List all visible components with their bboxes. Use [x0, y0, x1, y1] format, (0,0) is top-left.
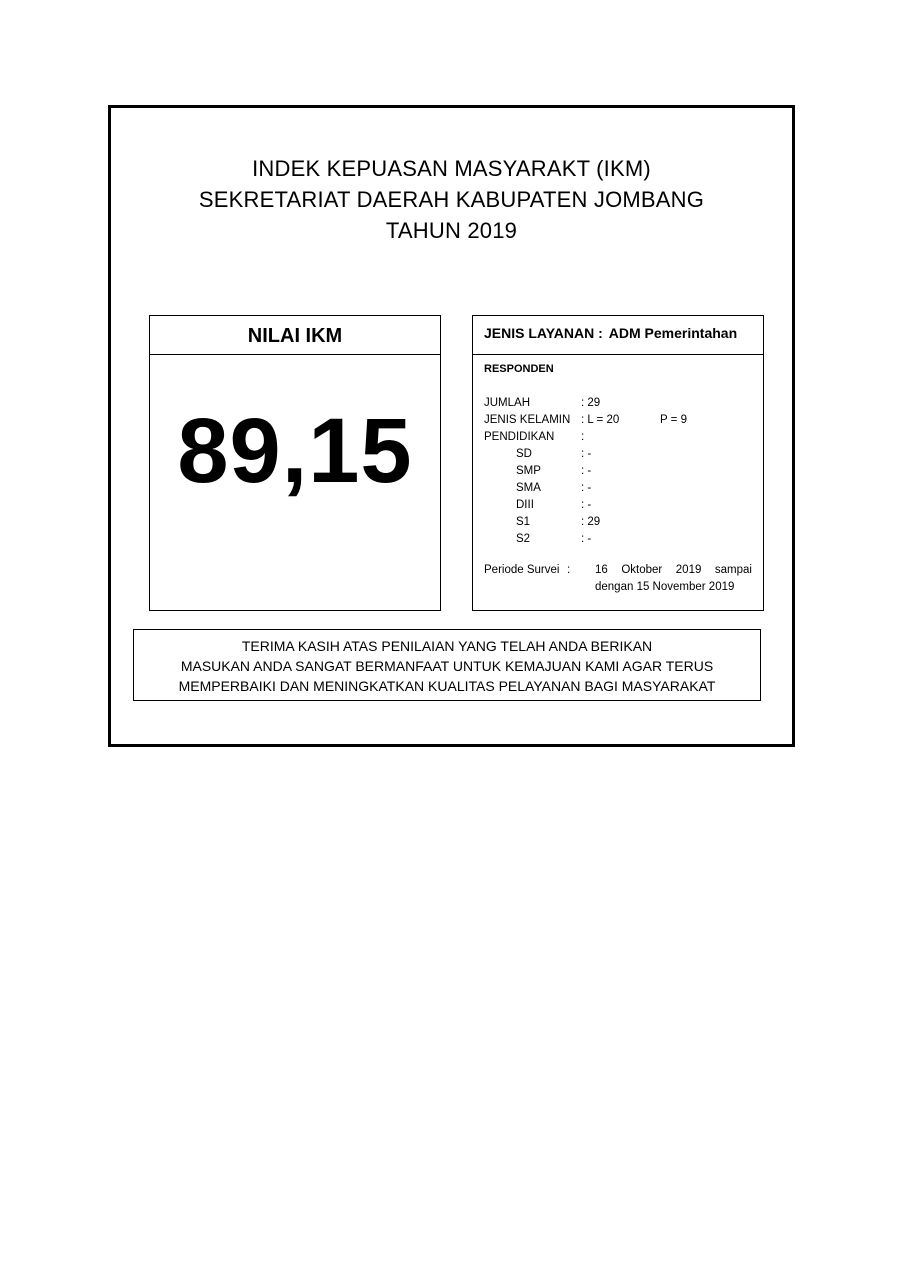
pendidikan-count: : -: [581, 533, 592, 545]
pendidikan-level: SMP: [516, 465, 541, 477]
responden-info-box: [472, 315, 764, 611]
nilai-ikm-heading: NILAI IKM: [150, 316, 440, 355]
jenis-kelamin-l-value: : L = 20: [581, 414, 620, 426]
title-line-1: INDEK KEPUASAN MASYARAKT (IKM): [252, 156, 651, 181]
responden-heading: RESPONDEN: [484, 363, 554, 375]
thanks-line-2: MASUKAN ANDA SANGAT BERMANFAAT UNTUK KEMAJUAN KAMI AGAR TERUS: [180, 658, 714, 674]
jumlah-value: : 29: [581, 397, 601, 409]
jenis-layanan-heading: [473, 316, 763, 355]
pendidikan-count: : -: [581, 448, 592, 460]
pendidikan-level: SMA: [516, 482, 541, 494]
title-line-2: SEKRETARIAT DAERAH KABUPATEN JOMBANG: [198, 187, 705, 212]
pendidikan-count: : -: [581, 482, 592, 494]
periode-survei-value-line-1: 16 Oktober 2019 sampai: [595, 564, 752, 576]
thanks-line-3: MEMPERBAIKI DAN MENINGKATKAN KUALITAS PELAYANAN BAGI MASYARAKAT: [178, 678, 716, 694]
pendidikan-level: DIII: [516, 499, 534, 511]
pendidikan-level: S1: [516, 516, 531, 528]
nilai-ikm-box: [149, 315, 441, 611]
ikm-poster-frame: [108, 105, 795, 747]
periode-survei-label: Periode Survei: [484, 564, 560, 576]
periode-survei-colon: :: [567, 564, 571, 576]
thank-you-message: [133, 629, 761, 701]
jenis-layanan-label: JENIS LAYANAN :: [484, 325, 603, 341]
pendidikan-count: : 29: [581, 516, 601, 528]
pendidikan-label: PENDIDIKAN: [484, 431, 555, 443]
poster-title: [111, 153, 792, 246]
jumlah-label: JUMLAH: [484, 397, 531, 409]
thanks-line-1: TERIMA KASIH ATAS PENILAIAN YANG TELAH ANDA BERIKAN: [241, 638, 653, 654]
title-line-3: TAHUN 2019: [385, 218, 518, 243]
pendidikan-level: S2: [516, 533, 531, 545]
nilai-ikm-value: 89,15: [177, 400, 413, 502]
jenis-layanan-value: ADM Pemerintahan: [608, 325, 738, 341]
pendidikan-count: : -: [581, 499, 592, 511]
pendidikan-level: SD: [516, 448, 532, 460]
jenis-kelamin-p-value: P = 9: [660, 414, 687, 426]
jenis-kelamin-label: JENIS KELAMIN: [484, 414, 571, 426]
periode-survei-value-line-2: dengan 15 November 2019: [595, 581, 735, 593]
pendidikan-count: : -: [581, 465, 592, 477]
pendidikan-value: :: [581, 431, 585, 443]
